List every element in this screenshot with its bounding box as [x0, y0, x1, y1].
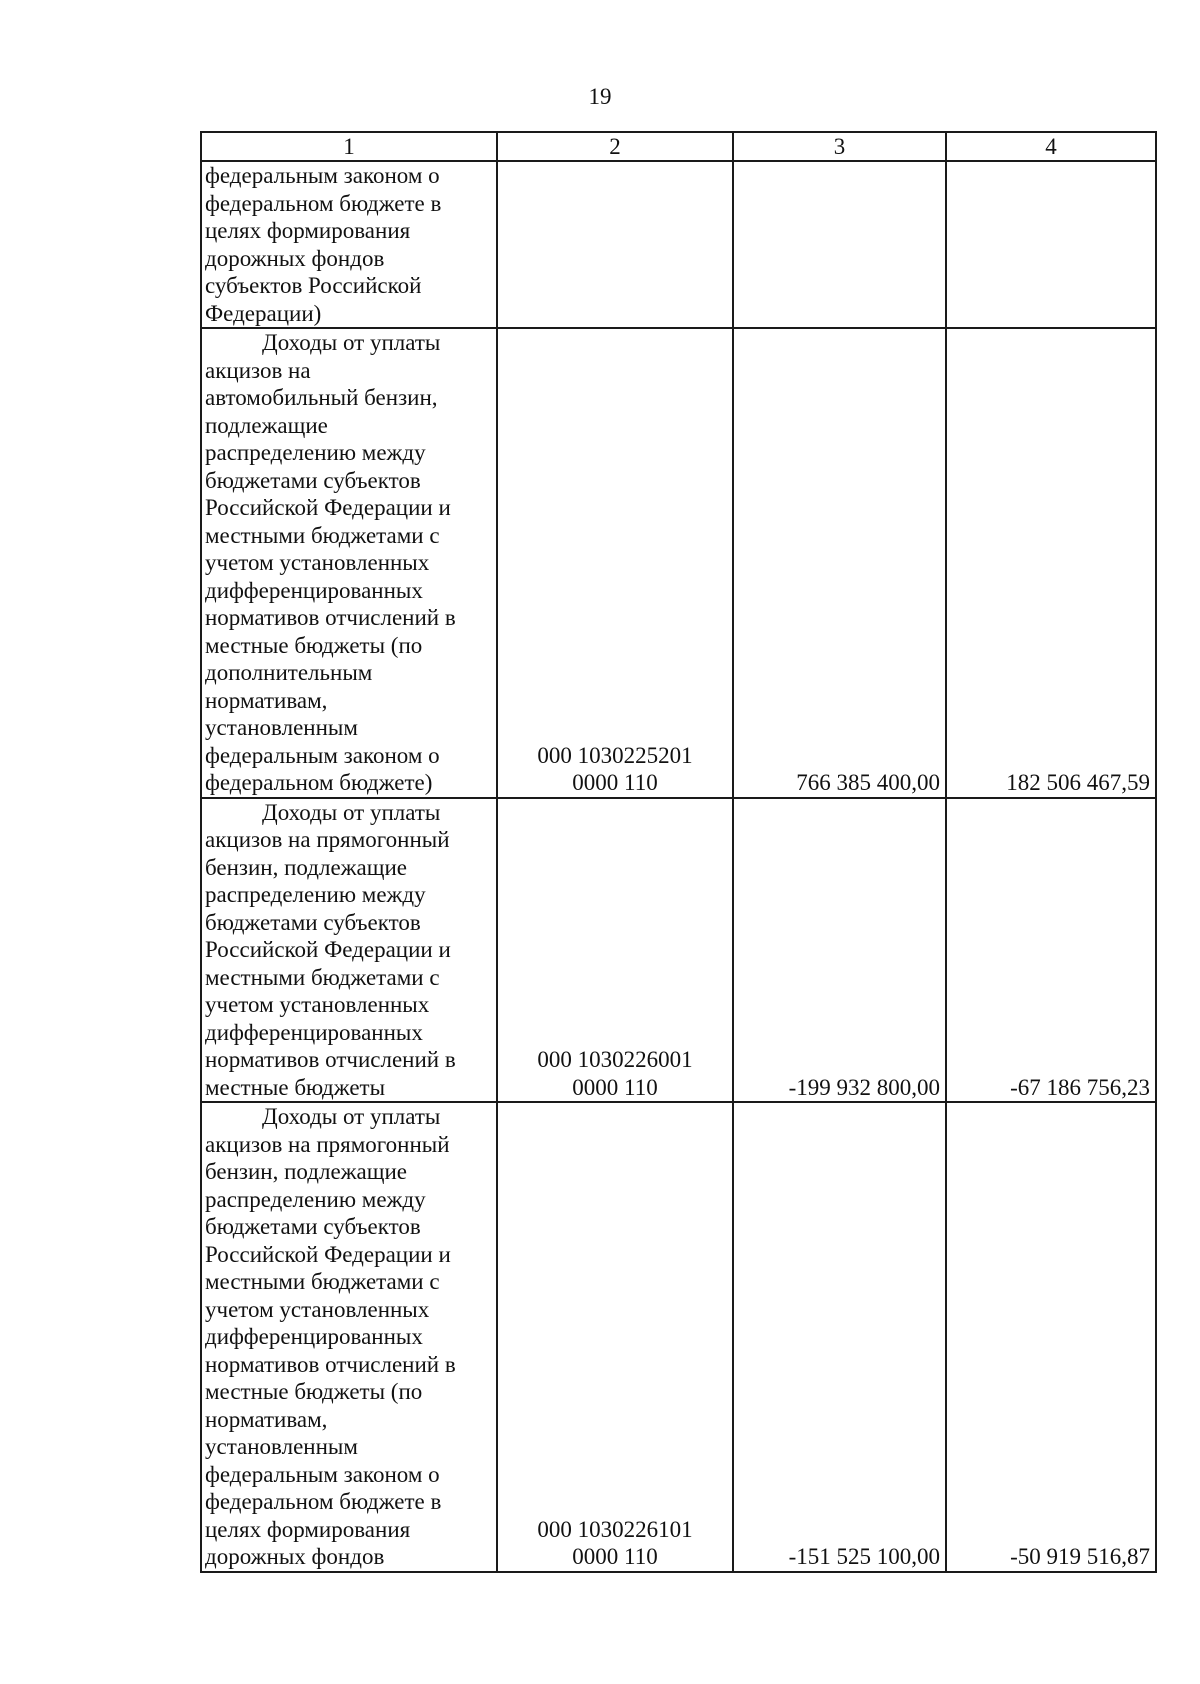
column-header-4: 4: [946, 132, 1156, 161]
description-line: Российской Федерации и: [205, 495, 451, 520]
description-line: Федерации): [205, 300, 322, 326]
row-value-col3: [733, 161, 946, 328]
description-line: федеральном бюджете в: [205, 190, 442, 216]
description-line: целях формирования: [205, 1516, 411, 1542]
description-line: нормативов отчислений в: [205, 1351, 456, 1377]
description-line: установленным: [205, 715, 358, 740]
description-line: акцизов на: [205, 357, 311, 383]
description-line: бюджетами субъектов: [205, 1214, 421, 1239]
row-description: [201, 798, 497, 1103]
description-line: учетом установленных: [205, 992, 430, 1017]
description-line: акцизов на прямогонный: [205, 1131, 450, 1157]
description-line: учетом установленных: [205, 550, 430, 575]
description-line: дифференцированных: [205, 577, 423, 603]
description-line: бензин, подлежащие: [205, 1159, 407, 1184]
description-line: распределению между: [205, 440, 426, 465]
description-line: федеральным законом о: [205, 742, 440, 768]
code-line: 0000 110: [572, 1544, 658, 1569]
description-line: нормативам,: [205, 687, 328, 713]
description-line: местные бюджеты (по: [205, 1379, 423, 1404]
table-row: [201, 1102, 1156, 1572]
row-code: [497, 328, 733, 798]
header-row: [201, 132, 1156, 161]
table-header: [201, 132, 1156, 161]
description-line: федеральном бюджете): [205, 770, 433, 795]
description-line: нормативов отчислений в: [205, 605, 456, 630]
description-line: нормативов отчислений в: [205, 1047, 456, 1072]
description-line: распределению между: [205, 882, 426, 907]
description-line: Доходы от уплаты: [262, 330, 441, 355]
code-line: 0000 110: [572, 1074, 658, 1100]
description-line: местными бюджетами с: [205, 1269, 440, 1294]
description-line: нормативам,: [205, 1406, 328, 1432]
description-line: Российской Федерации и: [205, 937, 451, 962]
description-line: акцизов на прямогонный: [205, 827, 450, 852]
row-value-col3: 766 385 400,00: [733, 328, 946, 798]
row-code: [497, 161, 733, 328]
row-description: [201, 161, 497, 328]
column-header-3: 3: [733, 132, 946, 161]
description-line: автомобильный бензин,: [205, 385, 438, 410]
code-line: 000 1030226001: [537, 1047, 693, 1072]
description-line: дифференцированных: [205, 1324, 423, 1349]
description-line: бензин, подлежащие: [205, 854, 407, 880]
description-line: установленным: [205, 1434, 358, 1459]
row-value-col4: -67 186 756,23: [946, 798, 1156, 1103]
row-code: [497, 1102, 733, 1572]
description-line: федеральным законом о: [205, 163, 440, 188]
description-line: местными бюджетами с: [205, 522, 440, 548]
table-row: [201, 328, 1156, 798]
description-line: федеральным законом о: [205, 1461, 440, 1487]
description-line: дополнительным: [205, 660, 373, 685]
page-number: 19: [588, 84, 612, 109]
code-line: 000 1030226101: [537, 1516, 693, 1542]
description-line: Российской Федерации и: [205, 1241, 451, 1267]
description-line: субъектов Российской: [205, 273, 422, 298]
row-value-col3: -151 525 100,00: [733, 1102, 946, 1572]
row-value-col4: 182 506 467,59: [946, 328, 1156, 798]
description-line: местные бюджеты (по: [205, 632, 423, 658]
row-description: [201, 328, 497, 798]
description-line: местными бюджетами с: [205, 964, 440, 990]
description-line: дифференцированных: [205, 1019, 423, 1045]
row-value-col4: -50 919 516,87: [946, 1102, 1156, 1572]
table-row: [201, 161, 1156, 328]
description-line: дорожных фондов: [205, 1544, 385, 1569]
row-code: [497, 798, 733, 1103]
description-line: бюджетами субъектов: [205, 909, 421, 935]
column-header-1: 1: [201, 132, 497, 161]
row-value-col4: [946, 161, 1156, 328]
code-line: 0000 110: [572, 770, 658, 795]
description-line: местные бюджеты: [205, 1074, 386, 1100]
description-line: подлежащие: [205, 412, 328, 438]
description-line: бюджетами субъектов: [205, 467, 421, 493]
description-line: распределению между: [205, 1186, 426, 1212]
table-row: [201, 798, 1156, 1103]
description-line: Доходы от уплаты: [262, 1104, 441, 1129]
description-line: целях формирования: [205, 218, 411, 243]
code-line: 000 1030225201: [537, 742, 693, 768]
description-line: учетом установленных: [205, 1296, 430, 1322]
column-header-2: 2: [497, 132, 733, 161]
row-value-col3: -199 932 800,00: [733, 798, 946, 1103]
row-description: [201, 1102, 497, 1572]
description-line: федеральном бюджете в: [205, 1489, 442, 1514]
table-body: [201, 161, 1156, 1572]
description-line: Доходы от уплаты: [262, 799, 441, 825]
budget-table: [200, 131, 1157, 1573]
description-line: дорожных фондов: [205, 245, 385, 271]
